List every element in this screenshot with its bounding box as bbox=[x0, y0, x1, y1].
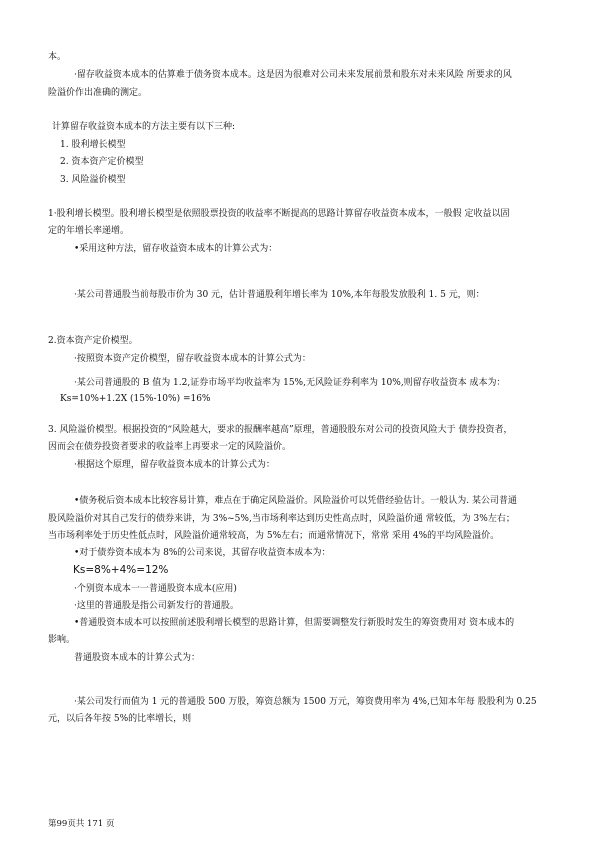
list-item: 1. 股利增长模型 bbox=[60, 140, 126, 150]
text-line: 普通股资本成本的计算公式为： bbox=[74, 653, 201, 663]
text-line: ·某公司普通股当前每股市价为 30 元，估计普通股利年增长率为 10%,本年每股发放股利 1. 5 元，则： bbox=[74, 290, 485, 300]
text-line: 因而会在债券投资者要求的收益率上再要求一定的风险溢价。 bbox=[48, 442, 292, 452]
text-line: ·个别资本成本一一普通股资本成本(应用) bbox=[74, 584, 237, 594]
text-line: •普通股资本成本可以按照前述股利增长模型的思路计算，但需要调整发行新股时发生的筹资费用对 资本成本的 bbox=[74, 618, 515, 628]
text-line: •采用这种方法，留存收益资本成本的计算公式为： bbox=[74, 244, 278, 254]
text-line: ·根据这个原理，留存收益资本成本的计算公式为： bbox=[74, 460, 275, 470]
text-line: 定的年增长率递增。 bbox=[48, 226, 130, 236]
text-line: 影响。 bbox=[48, 635, 76, 645]
text-line: ·某公司发行而值为 1 元的普通股 500 万股，筹资总额为 1500 万元，筹资费用率为 4%,已知本年每 股股利为 0.25 bbox=[74, 697, 537, 707]
section-heading: 1·股利增长模型。股利增长模型是依照股票投资的收益率不断提高的思路计算留存收益资本成本，一般假 定收益以固 bbox=[48, 209, 510, 219]
text-line: ·留存收益资本成本的估算难于债务资本成本。这是因为很难对公司未来发展前景和股东对未来风险 所要求的风 bbox=[74, 70, 512, 80]
text-line: 股风险溢价对其自己发行的债券来讲，为 3%~5%,当市场利率达到历史性高点时，风险溢价通 常较低，为 3%左右； bbox=[48, 514, 515, 524]
list-item: 2. 资本资产定价模型 bbox=[60, 157, 144, 167]
section-heading: 2.资本资产定价模型。 bbox=[48, 336, 138, 346]
text-line: 险溢价作出准确的测定。 bbox=[48, 88, 148, 98]
section-heading: 3. 风险溢价模型。根据投资的“风险越大，要求的报酬率越高”原理，普通股股东对公司的投资风险大于 债券投资者， bbox=[48, 425, 513, 435]
formula: Ks=8%+4%=12% bbox=[73, 564, 169, 576]
list-item: 3. 风险溢价模型 bbox=[60, 175, 126, 185]
text-line: •对于债券资本成本为 8%的公司来说，其留存收益资本成本为： bbox=[74, 548, 331, 558]
formula: Ks=10%+1.2X (15%-10%) =16% bbox=[60, 394, 211, 404]
text-line: ·这里的普通股是指公司新发行的普通股。 bbox=[74, 601, 239, 611]
text-line: •债务税后资本成本比较容易计算，难点在于确定风险溢价。风险溢价可以凭借经验估计。一般认为. 某公司普通 bbox=[74, 496, 518, 506]
text-line: ·某公司普通股的 B 值为 1.2,证券市场平均收益率为 15%,无风险证券利率为 10%,则留存收益资本 成本为： bbox=[74, 378, 506, 388]
text-line: 本。 bbox=[48, 52, 67, 62]
text-line: 元，以后各年按 5%的比率增长，则 bbox=[48, 714, 192, 724]
text-line: 计算留存收益资本成本的方法主要有以下三种: bbox=[52, 122, 236, 132]
page-footer: 第99页共 171 页 bbox=[48, 819, 115, 829]
text-line: ·按照资本资产定价模型，留存收益资本成本的计算公式为： bbox=[74, 354, 311, 364]
text-line: 当市场利率处于历史性低点时，风险溢价通常较高，为 5%左右；而通常情况下，常常 采用 4%的平均风险溢价。 bbox=[48, 531, 500, 541]
